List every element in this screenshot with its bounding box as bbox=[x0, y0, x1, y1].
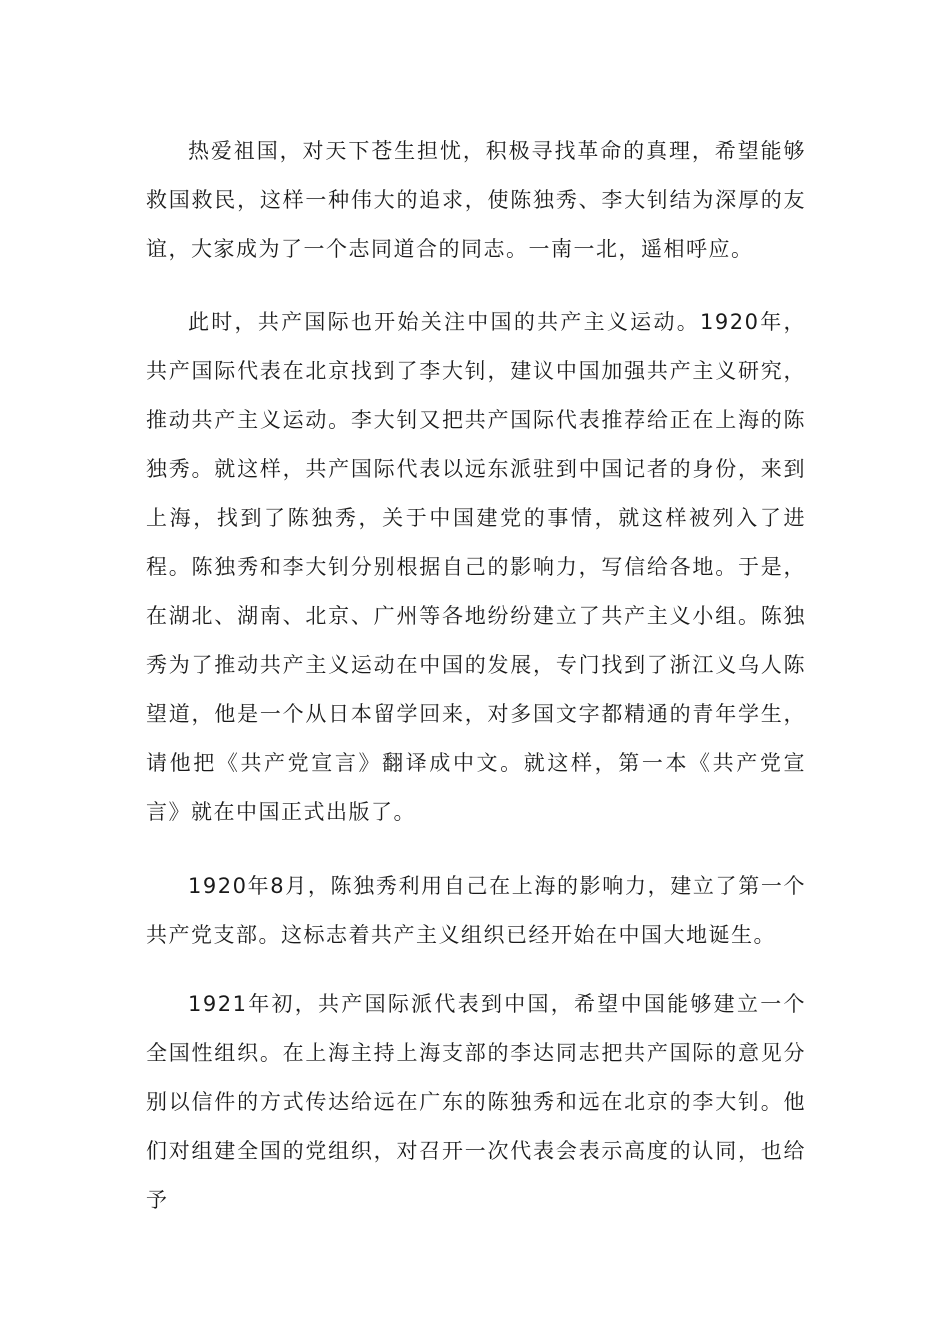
paragraph-text: 1920年8月，陈独秀利用自己在上海的影响力，建立了第一个共产党支部。这标志着共产主义组织已经开始在中国大地诞生。 bbox=[146, 874, 806, 947]
paragraph-1 bbox=[146, 127, 806, 274]
paragraph-text: 热爱祖国，对天下苍生担忧，积极寻找革命的真理，希望能够救国救民，这样一种伟大的追求，使陈独秀、李大钊结为深厚的友谊，大家成为了一个志同道合的同志。一南一北，遥相呼应。 bbox=[146, 139, 806, 261]
paragraph-text: 此时，共产国际也开始关注中国的共产主义运动。1920年，共产国际代表在北京找到了李大钊，建议中国加强共产主义研究，推动共产主义运动。李大钊又把共产国际代表推荐给正在上海的陈独秀。就这样，共产国际代表以远东派驻到中国记者的身份，来到上海，找到了陈独秀，关于中国建党的事情，就这样被列入了进程。陈独秀和李大钊分别根据自己的影响力，写信给各地。于是，在湖北、湖南、北京、广州等各地纷纷建立了共产主义小组。陈独秀为了推动共产主义运动在中国的发展，专门找到了浙江义乌人陈望道，他是一个从日本留学回来，对多国文字都精通的青年学生，请他把《共产党宣言》翻译成中文。就这样，第一本《共产党宣言》就在中国正式出版了。 bbox=[146, 310, 806, 824]
paragraph-2 bbox=[146, 298, 806, 837]
paragraph-text: 1921年初，共产国际派代表到中国，希望中国能够建立一个全国性组织。在上海主持上海支部的李达同志把共产国际的意见分别以信件的方式传达给远在广东的陈独秀和远在北京的李大钊。他们对组建全国的党组织，对召开一次代表会表示高度的认同，也给予 bbox=[146, 992, 806, 1212]
paragraph-4 bbox=[146, 980, 806, 1225]
paragraph-3 bbox=[146, 862, 806, 960]
